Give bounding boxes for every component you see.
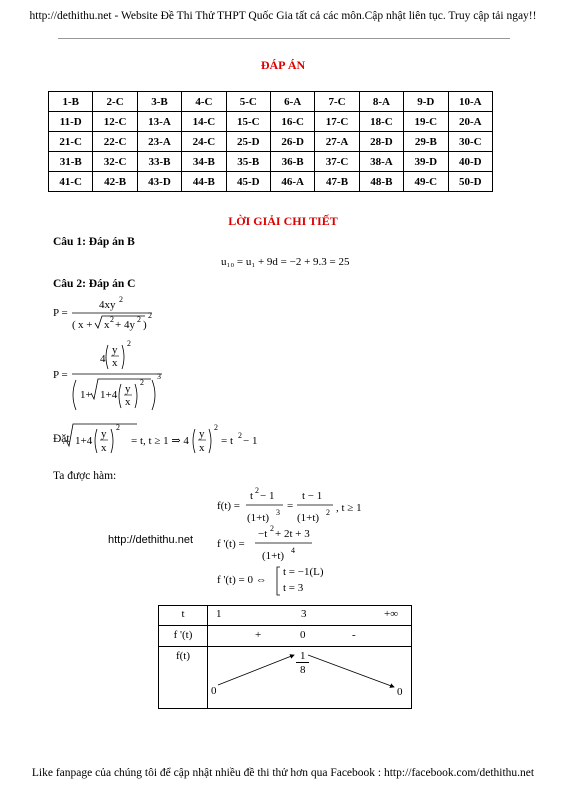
q1-formula: u₁₀ = u₁ + 9d = −2 + 9.3 = 25 [221, 256, 350, 268]
answer-cell: 44-B [182, 172, 226, 192]
formula-fprime [217, 524, 312, 562]
answer-cell: 35-B [226, 152, 270, 172]
svg-text:(: ( [72, 319, 76, 331]
svg-text:= t: = t [221, 435, 234, 447]
svg-text:x +: x + [78, 319, 93, 331]
svg-text:4: 4 [291, 546, 295, 555]
page-footer: Like fanpage của chúng tôi để cập nhật nhiều đề thi thử hơn qua Facebook : http://facebook.com/dethithu.net [31, 767, 535, 779]
signs-cell [208, 626, 412, 647]
f-value-start: 0 [211, 685, 217, 697]
answer-cell: 5-C [226, 92, 270, 112]
solution-title: LỜI GIẢI CHI TIẾT [228, 214, 338, 228]
svg-text:y: y [112, 344, 118, 356]
answer-cell: 38-A [359, 152, 403, 172]
f-values-cell [208, 647, 412, 709]
svg-text:): ) [143, 319, 147, 331]
svg-text:1+4: 1+4 [75, 435, 93, 447]
answer-cell: 14-C [182, 112, 226, 132]
answer-cell: 10-A [448, 92, 492, 112]
system-case-1: t = −1(L) [283, 566, 324, 578]
svg-text:t − 1: t − 1 [302, 490, 323, 502]
answer-cell: 19-C [404, 112, 448, 132]
svg-text:1+: 1+ [80, 389, 92, 401]
answer-cell: 43-D [137, 172, 181, 192]
answer-cell: 22-C [93, 132, 137, 152]
row-label-fprime: f '(t) [159, 626, 208, 647]
svg-text:2: 2 [140, 378, 144, 387]
answer-cell: 3-B [137, 92, 181, 112]
svg-text:2: 2 [238, 431, 242, 440]
answer-cell: 15-C [226, 112, 270, 132]
t-value-inf: +∞ [384, 608, 399, 620]
answer-cell: 48-B [359, 172, 403, 192]
svg-text:= t, t ≥ 1 ⇒ 4: = t, t ≥ 1 ⇒ 4 [131, 435, 189, 447]
svg-text:x: x [101, 442, 107, 454]
f-value-max-den: 8 [300, 664, 306, 676]
answer-cell: 13-A [137, 112, 181, 132]
answer-cell: 49-C [404, 172, 448, 192]
svg-text:2: 2 [116, 423, 120, 432]
formula-p1 [53, 295, 152, 331]
svg-text:− 1: − 1 [260, 490, 275, 502]
row-label-f: f(t) [159, 647, 208, 709]
answer-cell: 45-D [226, 172, 270, 192]
svg-text:− 1: − 1 [243, 435, 258, 447]
svg-text:+ 2t + 3: + 2t + 3 [275, 528, 310, 540]
sign-plus: + [255, 629, 262, 641]
svg-text:f '(t) =: f '(t) = [217, 538, 245, 550]
svg-text:2: 2 [255, 486, 259, 495]
svg-text:2: 2 [148, 311, 152, 320]
answer-cell: 4-C [182, 92, 226, 112]
svg-text:(1+t): (1+t) [262, 550, 285, 562]
svg-text:3: 3 [157, 372, 161, 381]
t-value-1: 1 [216, 608, 222, 620]
increasing-arrow [218, 655, 294, 685]
answer-cell: 9-D [404, 92, 448, 112]
answer-cell: 33-B [137, 152, 181, 172]
answer-cell: 26-D [270, 132, 314, 152]
f-value-max-num: 1 [300, 650, 306, 662]
answer-cell: 31-B [49, 152, 93, 172]
svg-text:f(t) =: f(t) = [217, 500, 240, 512]
variation-arrows [208, 647, 412, 709]
answer-cell: 24-C [182, 132, 226, 152]
svg-text:x: x [199, 442, 205, 454]
svg-text:=: = [287, 500, 294, 512]
answer-cell: 1-B [49, 92, 93, 112]
answer-cell: 16-C [270, 112, 314, 132]
svg-text:2: 2 [137, 315, 141, 324]
f-value-end: 0 [397, 686, 403, 698]
svg-text:4xy: 4xy [99, 299, 116, 311]
answer-cell: 12-C [93, 112, 137, 132]
page-header: http://dethithu.net - Website Đề Thi Thử THPT Quốc Gia tất cả các môn.Cập nhật liên tục. Truy cập tải ngay!! [29, 10, 537, 22]
svg-text:f '(t) = 0 ⇔: f '(t) = 0 ⇔ [217, 574, 267, 586]
svg-text:2: 2 [110, 315, 114, 324]
formula-system [217, 567, 280, 595]
q1-label: Câu 1: Đáp án B [53, 236, 135, 248]
svg-text:(1+t): (1+t) [247, 512, 270, 524]
answer-cell: 20-A [448, 112, 492, 132]
sign-minus: - [352, 629, 356, 641]
svg-text:x: x [104, 319, 110, 331]
answer-cell: 37-C [315, 152, 359, 172]
answer-cell: 30-C [448, 132, 492, 152]
svg-text:2: 2 [127, 339, 131, 348]
answer-cell: 11-D [49, 112, 93, 132]
answer-cell: 6-A [270, 92, 314, 112]
svg-text:2: 2 [119, 295, 123, 304]
answer-cell: 23-A [137, 132, 181, 152]
answer-cell: 18-C [359, 112, 403, 132]
answer-cell: 47-B [315, 172, 359, 192]
answer-title: ĐÁP ÁN [260, 58, 306, 72]
ta-duoc-ham: Ta được hàm: [53, 470, 117, 482]
svg-text:P =: P = [53, 307, 68, 319]
svg-text:y: y [199, 428, 205, 440]
answer-cell: 50-D [448, 172, 492, 192]
t-value-3: 3 [301, 608, 307, 620]
f-domain: , t ≥ 1 [336, 502, 362, 514]
svg-text:3: 3 [276, 508, 280, 517]
svg-text:2: 2 [326, 508, 330, 517]
svg-text:P =: P = [53, 369, 68, 381]
answer-cell: 32-C [93, 152, 137, 172]
formula-dat [66, 423, 257, 454]
svg-text:y: y [101, 428, 107, 440]
answer-cell: 40-D [448, 152, 492, 172]
svg-text:2: 2 [214, 423, 218, 432]
answer-cell: 8-A [359, 92, 403, 112]
svg-text:x: x [112, 357, 118, 369]
answer-cell: 42-B [93, 172, 137, 192]
answer-cell: 41-C [49, 172, 93, 192]
answer-cell: 46-A [270, 172, 314, 192]
answer-cell: 29-B [404, 132, 448, 152]
t-values-cell [208, 606, 412, 626]
answer-cell: 36-B [270, 152, 314, 172]
svg-text:−t: −t [258, 528, 268, 540]
answer-cell: 25-D [226, 132, 270, 152]
svg-text:t: t [250, 490, 254, 502]
formula-p2 [53, 339, 162, 410]
dat-prefix: Đặt [53, 433, 70, 445]
svg-text:x: x [125, 396, 131, 408]
svg-text:(1+t): (1+t) [297, 512, 320, 524]
answer-cell: 7-C [315, 92, 359, 112]
system-case-2: t = 3 [283, 582, 304, 594]
answer-cell: 27-A [315, 132, 359, 152]
q2-label: Câu 2: Đáp án C [53, 278, 136, 290]
site-watermark: http://dethithu.net [108, 534, 194, 546]
answer-cell: 39-D [404, 152, 448, 172]
svg-text:y: y [125, 383, 131, 395]
svg-text:1+4: 1+4 [100, 389, 118, 401]
answer-cell: 2-C [93, 92, 137, 112]
variation-table [158, 605, 412, 709]
decreasing-arrow [308, 655, 394, 687]
svg-text:4: 4 [100, 353, 106, 365]
answer-cell: 21-C [49, 132, 93, 152]
answer-cell: 28-D [359, 132, 403, 152]
formula-f [217, 486, 333, 524]
answer-cell: 17-C [315, 112, 359, 132]
svg-text:2: 2 [270, 524, 274, 533]
answer-cell: 34-B [182, 152, 226, 172]
svg-text:+ 4y: + 4y [115, 319, 135, 331]
row-label-t: t [159, 606, 208, 626]
sign-zero: 0 [300, 629, 306, 641]
